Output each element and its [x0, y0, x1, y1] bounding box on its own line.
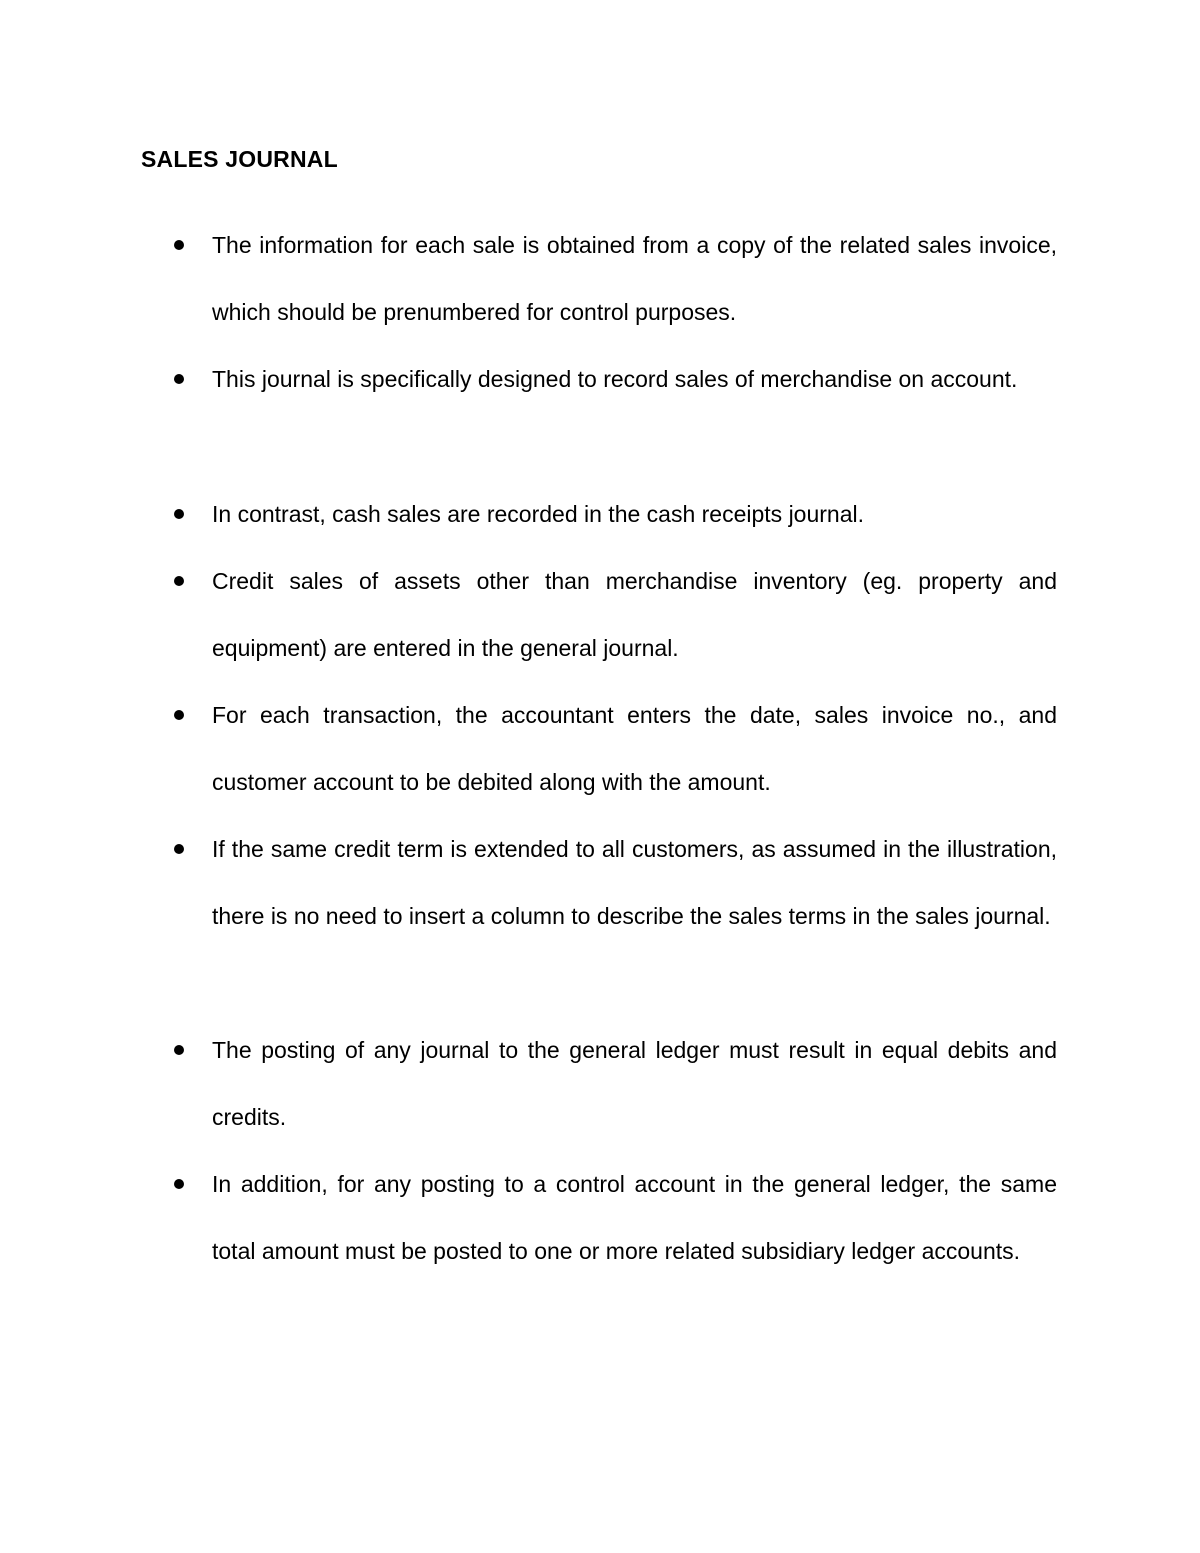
list-item-text: In contrast, cash sales are recorded in the cash receipts journal. — [212, 501, 865, 527]
list-item-text: In addition, for any posting to a control account in the general ledger, the same total amount must be posted to one or more related subsidiary ledger accounts. — [212, 1171, 1057, 1264]
list-item-text: For each transaction, the accountant enters the date, sales invoice no., and customer account to be debited along with the amount. — [212, 702, 1057, 795]
list-item — [212, 1017, 1057, 1151]
list-item — [212, 682, 1057, 816]
list-item-text: The posting of any journal to the general ledger must result in equal debits and credits. — [212, 1037, 1057, 1130]
list-item-text: Credit sales of assets other than merchandise inventory (eg. property and equipment) are entered in the general journal. — [212, 568, 1057, 661]
bullet-icon — [174, 576, 184, 586]
list-item — [212, 816, 1057, 950]
list-item — [212, 1151, 1057, 1285]
bullet-icon — [174, 1179, 184, 1189]
page-title: SALES JOURNAL — [141, 146, 338, 172]
list-item-text: This journal is specifically designed to record sales of merchandise on account. — [212, 366, 1018, 392]
bullet-icon — [174, 240, 184, 250]
bullet-icon — [174, 374, 184, 384]
bullet-icon — [174, 509, 184, 519]
bullet-icon — [174, 844, 184, 854]
list-item-text: The information for each sale is obtained from a copy of the related sales invoice, which should be prenumbered for control purposes. — [212, 232, 1057, 325]
list-item-text: If the same credit term is extended to all customers, as assumed in the illustration, there is no need to insert a column to describe the sales terms in the sales journal. — [212, 836, 1057, 929]
list-item — [212, 481, 1057, 548]
list-item — [212, 548, 1057, 682]
bullet-icon — [174, 710, 184, 720]
list-item — [212, 212, 1057, 346]
list-item — [212, 346, 1057, 413]
bullet-icon — [174, 1045, 184, 1055]
